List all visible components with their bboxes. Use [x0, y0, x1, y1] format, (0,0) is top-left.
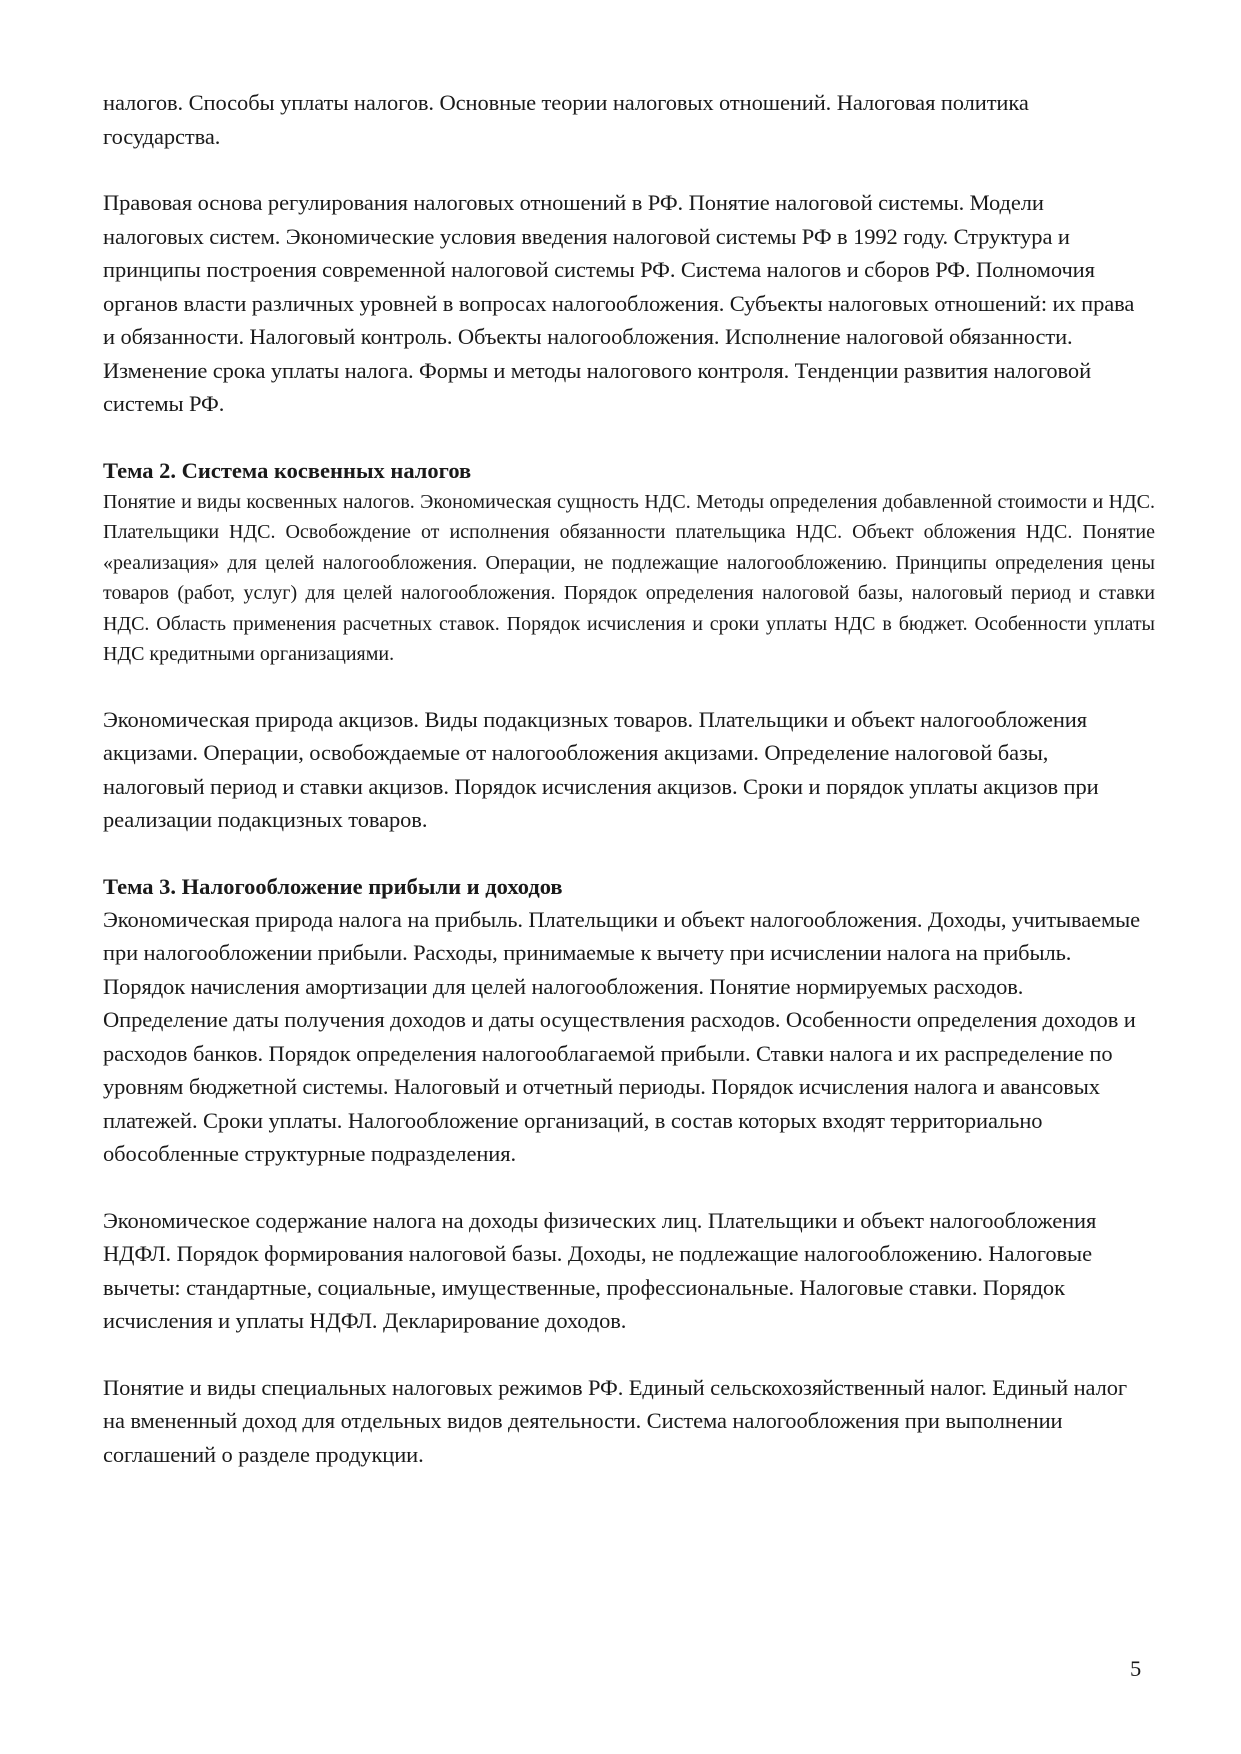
intro-continuation-paragraph: налогов. Способы уплаты налогов. Основные теории налоговых отношений. Налоговая политика государства.	[103, 90, 1029, 149]
profit-tax-paragraph: Экономическая природа налога на прибыль. Плательщики и объект налогообложения. Доходы, учитываемые при налогообложении прибыли. Расходы, принимаемые к вычету при исчислении налога на прибыль. Порядок начисления амортизации для целей налогообложения. Понятие нормируемых расходов. Определение даты получения доходов и даты осуществления расходов. Особенности определения доходов и расходов банков. Порядок определения налогооблагаемой прибыли. Ставки налога и их распределение по уровням бюджетной системы. Налоговый и отчетный периоды. Порядок исчисления налога и авансовых платежей. Сроки уплаты. Налогообложение организаций, в состав которых входят территориально обособленные структурные подразделения.	[103, 906, 1141, 1166]
document-page	[103, 86, 1155, 1471]
page-number: 5	[1130, 1656, 1142, 1681]
excise-paragraph: Экономическая природа акцизов. Виды подакцизных товаров. Плательщики и объект налогообложения акцизами. Операции, освобождаемые от налогообложения акцизами. Определение налоговой базы, налоговый период и ставки акцизов. Порядок исчисления акцизов. Сроки и порядок уплаты акцизов при реализации подакцизных товаров.	[103, 706, 1099, 832]
topic-2-heading: Тема 2. Система косвенных налогов	[103, 457, 472, 483]
personal-income-tax-paragraph: Экономическое содержание налога на доходы физических лиц. Плательщики и объект налогообложения НДФЛ. Порядок формирования налоговой базы. Доходы, не подлежащие налогообложению. Налоговые вычеты: стандартные, социальные, имущественные, профессиональные. Налоговые ставки. Порядок исчисления и уплаты НДФЛ. Декларирование доходов.	[103, 1207, 1097, 1333]
legal-basis-paragraph: Правовая основа регулирования налоговых отношений в РФ. Понятие налоговой системы. Модели налоговых систем. Экономические условия введения налоговой системы РФ в 1992 году. Структура и принципы построения современной налоговой системы РФ. Система налогов и сборов РФ. Полномочия органов власти различных уровней в вопросах налогообложения. Субъекты налоговых отношений: их права и обязанности. Налоговый контроль. Объекты налогообложения. Исполнение налоговой обязанности. Изменение срока уплаты налога. Формы и методы налогового контроля. Тенденции развития налоговой системы РФ.	[103, 190, 1135, 416]
topic-3-heading: Тема 3. Налогообложение прибыли и доходов	[103, 873, 563, 899]
vat-paragraph: Понятие и виды косвенных налогов. Экономическая сущность НДС. Методы определения добавленной стоимости и НДС. Плательщики НДС. Освобождение от исполнения обязанности плательщика НДС. Объект обложения НДС. Понятие «реализация» для целей налогообложения. Операции, не подлежащие налогообложению. Принципы определения цены товаров (работ, услуг) для целей налогообложения. Порядок определения налоговой базы, налоговый период и ставки НДС. Область применения расчетных ставок. Порядок исчисления и сроки уплаты НДС в бюджет. Особенности уплаты НДС кредитными организациями.	[103, 490, 1155, 665]
special-regimes-paragraph: Понятие и виды специальных налоговых режимов РФ. Единый сельскохозяйственный налог. Единый налог на вмененный доход для отдельных видов деятельности. Система налогообложения при выполнении соглашений о разделе продукции.	[103, 1374, 1128, 1467]
